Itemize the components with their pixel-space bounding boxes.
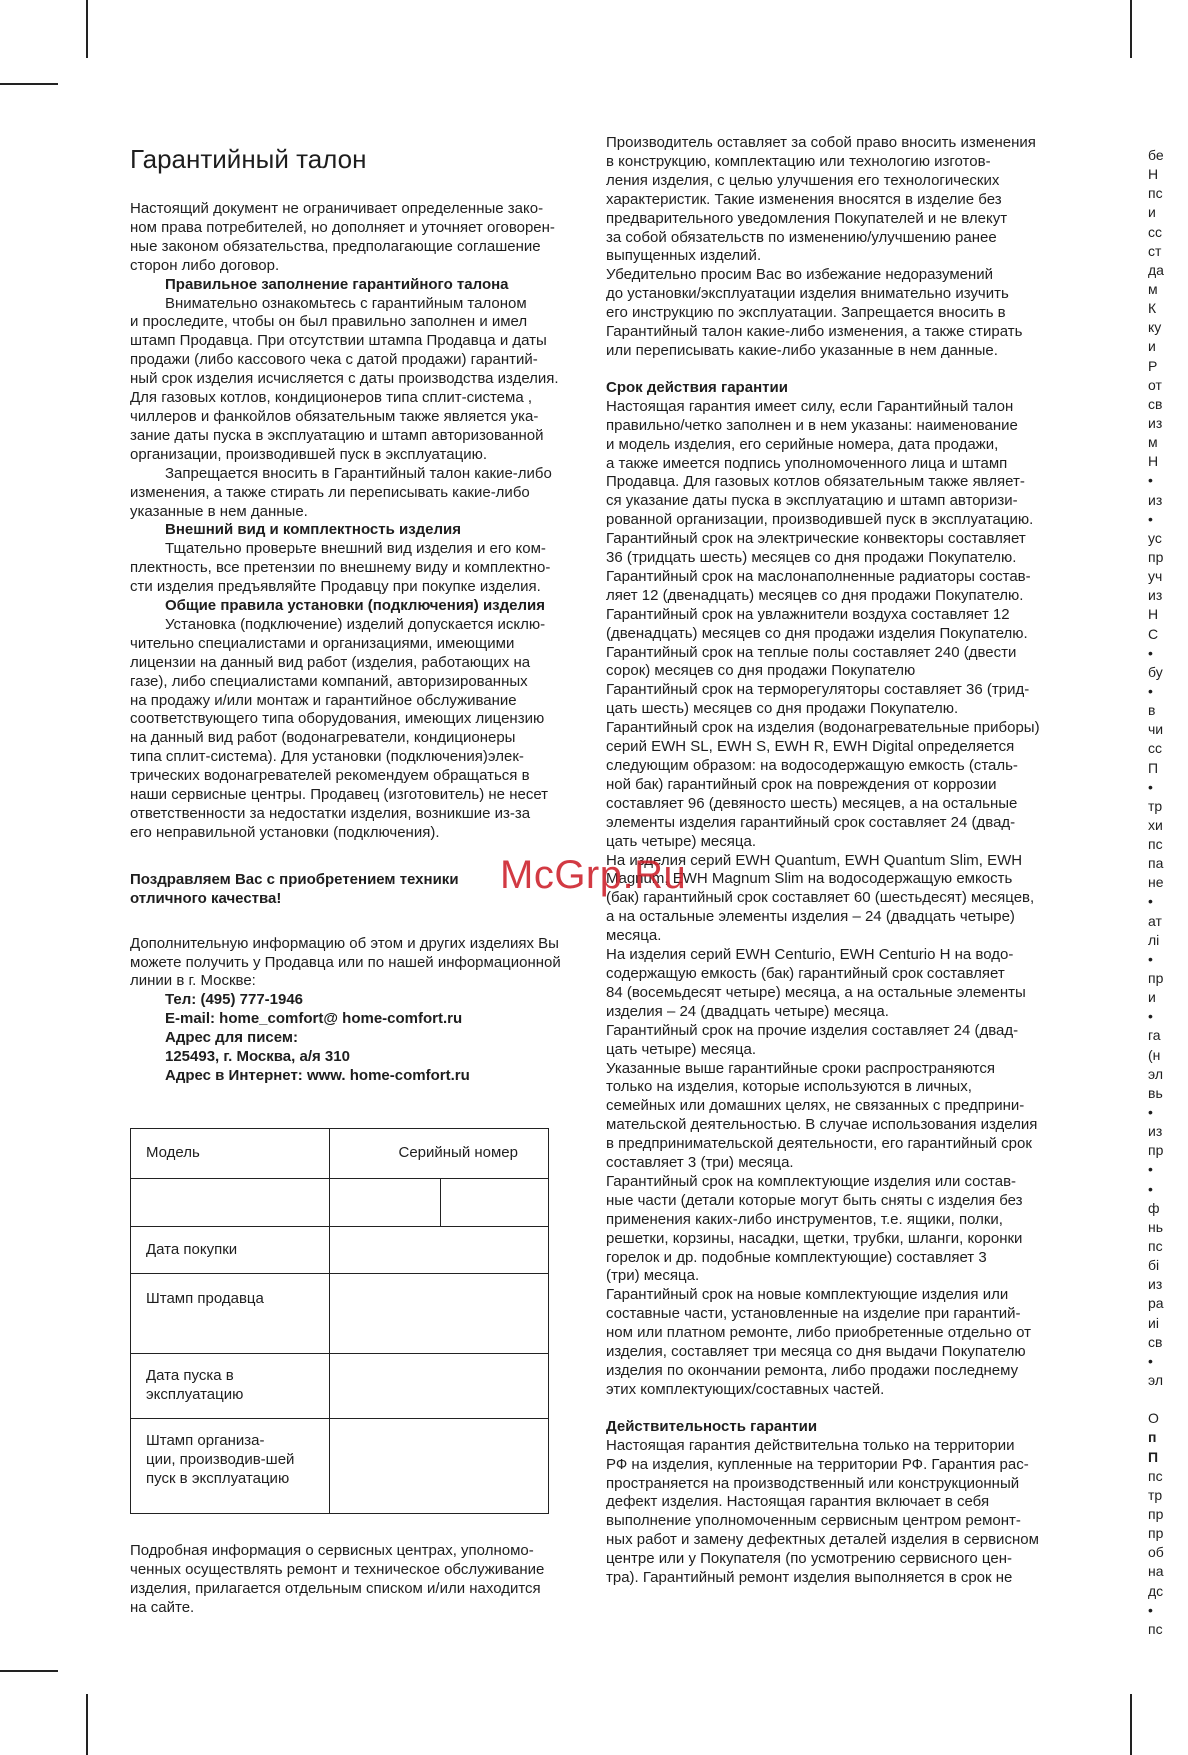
text-line: ченных осуществлять ремонт и техническое обслуживание — [130, 1560, 545, 1578]
text-line: Убедительно просим Вас во избежание недоразумений — [606, 266, 994, 284]
text-line: ные законом обязательства, предполагающие соглашение — [130, 237, 541, 255]
text-line: указанные в нем данные. — [130, 502, 308, 520]
strip-line: пр — [1148, 970, 1164, 987]
text-line: E-mail: home_comfort@ home-comfort.ru — [165, 1010, 463, 1028]
text-line: изделия по окончании ремонта, либо продажи последнему — [606, 1362, 1019, 1379]
section-heading: Действительность гарантии — [606, 1417, 818, 1435]
text-line: решетки, корзины, насадки, щетки, трубки, шланги, коронки — [606, 1229, 1023, 1247]
text-line: На изделия серий EWH Quantum, EWH Quantum Slim, EWH — [606, 851, 1023, 869]
info-paragraph — [130, 935, 588, 992]
text-line: составляет 3 (три) месяца. — [606, 1154, 794, 1172]
text-line: Указанные выше гарантийные сроки распространяются — [606, 1059, 995, 1077]
text-line: а также имеется подпись уполномоченного лица и штамп — [606, 454, 1008, 472]
text-line: ся указание даты пуска в эксплуатацию и штамп авторизи- — [606, 492, 1018, 510]
text-line: организации, производившей пуск в эксплуатацию. — [130, 445, 487, 463]
strip-line: не — [1148, 874, 1164, 891]
strip-line: и — [1148, 204, 1156, 221]
strip-line: чи — [1148, 721, 1164, 738]
text-line: ной бак) гарантийный срок на повреждения от коррозии — [606, 775, 997, 793]
text-line: Подробная информация о сервисных центрах, уполномо- — [130, 1541, 534, 1559]
text-line: 125493, г. Москва, а/я 310 — [165, 1048, 350, 1066]
strip-line: • — [1148, 1601, 1153, 1618]
text-line: Адрес для писем: — [165, 1029, 299, 1047]
strip-line: из — [1148, 1123, 1163, 1140]
text-line: Установка (подключение) изделий допускается исклю- — [165, 615, 546, 633]
model-label: Модель — [131, 1128, 330, 1178]
text-line: серий EWH SL, EWH S, EWH R, EWH Digital определяется — [606, 738, 1015, 756]
strip-line: • — [1148, 1104, 1153, 1121]
strip-line: • — [1148, 778, 1153, 795]
strip-line: • — [1148, 644, 1153, 661]
serial-value-cell-2[interactable] — [441, 1178, 549, 1226]
section-paragraph — [606, 398, 1062, 1400]
text-line: ный срок изделия исчисляется с даты производства изделия. — [130, 370, 559, 388]
text-line: сторон либо договор. — [130, 256, 280, 274]
text-line: ляет 12 (двенадцать) месяцев со дня продажи Покупателю. — [606, 586, 1024, 604]
strip-line: сс — [1148, 223, 1162, 240]
strip-line: пс — [1148, 1238, 1163, 1255]
text-line: Гарантийный срок на изделия (водонагревательные приборы) — [606, 719, 1040, 737]
strip-line: • — [1148, 1180, 1153, 1197]
strip-line: дс — [1148, 1582, 1164, 1599]
watermark: McGrp.Ru — [500, 853, 687, 897]
text-line: Гарантийный срок на терморегуляторы составляет 36 (трид- — [606, 681, 1030, 699]
strip-line: • — [1148, 893, 1153, 910]
org-stamp-cell[interactable] — [330, 1418, 549, 1513]
section-paragraph — [606, 1437, 1062, 1588]
strip-line: нь — [1148, 1218, 1164, 1235]
start-date-cell[interactable] — [330, 1353, 549, 1418]
crop-mark — [1130, 1694, 1132, 1755]
text-line: цать шесть) месяцев со дня продажи Покупателю. — [606, 700, 959, 718]
text-line: тра). Гарантийный ремонт изделия выполняется в срок не — [606, 1569, 1013, 1587]
strip-line: пр — [1148, 1505, 1164, 1522]
strip-line: в — [1148, 702, 1156, 719]
cropped-next-page-column — [1148, 146, 1188, 1639]
strip-line: из — [1148, 587, 1163, 604]
text-line: только на изделия, которые используются в личных, — [606, 1078, 972, 1096]
text-line: Тел: (495) 777-1946 — [165, 991, 304, 1009]
text-line: его инструкцию по эксплуатации. Запрещается вносить в — [606, 304, 1006, 322]
intro-paragraph — [130, 200, 588, 276]
text-line: Гарантийный срок на прочие изделия составляет 24 (двад- — [606, 1021, 1019, 1039]
text-line: лицензии на данный вид работ (изделия, работающих на — [130, 653, 531, 671]
section-paragraph — [130, 540, 588, 597]
text-line: Гарантийный срок на теплые полы составляет 240 (двести — [606, 643, 1017, 661]
strip-line: пс — [1148, 1620, 1163, 1637]
strip-line: ат — [1148, 912, 1162, 929]
strip-line: из — [1148, 491, 1163, 508]
section-paragraph — [130, 465, 588, 522]
text-line: Внимательно ознакомьтесь с гарантийным талоном — [165, 294, 527, 312]
text-line: ном или платном ремонте, либо приобретенные отдельно от — [606, 1324, 1031, 1342]
text-line: в предпринимательской деятельности, его гарантийный срок — [606, 1135, 1032, 1153]
strip-line: хи — [1148, 816, 1163, 833]
text-line: предварительного уведомления Покупателей и не влекут — [606, 209, 1008, 227]
text-line: выпущенных изделий. — [606, 247, 762, 265]
purchase-date-cell[interactable] — [330, 1226, 549, 1273]
text-line: его неправильной установки (подключения). — [130, 823, 440, 841]
strip-line: бу — [1148, 663, 1163, 680]
text-line: семейных или домашних целях, не связанных с предприни- — [606, 1097, 1025, 1115]
strip-line: • — [1148, 510, 1153, 527]
text-line: следующим образом: на водосодержащую емкость (сталь- — [606, 757, 1018, 774]
strip-line: иі — [1148, 1314, 1159, 1331]
text-line: (три) месяца. — [606, 1267, 700, 1285]
strip-line: да — [1148, 261, 1164, 278]
text-line: в конструкцию, комплектацию или технологию изготов- — [606, 152, 991, 170]
strip-line: • — [1148, 1161, 1153, 1178]
strip-line: • — [1148, 472, 1153, 489]
text-line: Гарантийный срок на комплектующие изделия или состав- — [606, 1172, 1017, 1190]
strip-line: га — [1148, 1027, 1161, 1044]
text-line: ответственности за недостатки изделия, возникшие из-за — [130, 805, 531, 822]
strip-line: Р — [1148, 357, 1158, 374]
strip-line: лі — [1148, 931, 1160, 948]
text-line: центре или у Покупателя (по усмотрению сервисного цен- — [606, 1550, 1012, 1568]
crop-mark — [1130, 0, 1132, 58]
strip-line: св — [1148, 1333, 1163, 1350]
strip-line: об — [1148, 1544, 1164, 1561]
text-line: Гарантийный срок на увлажнители воздуха составляет 12 — [606, 605, 1010, 623]
strip-line: пс — [1148, 836, 1163, 853]
strip-line: П — [1148, 759, 1159, 776]
strip-line: на — [1148, 1563, 1164, 1580]
text-line: сти изделия предъявляйте Продавцу при покупке изделия. — [130, 578, 541, 596]
section-heading: Срок действия гарантии — [606, 378, 788, 396]
text-line: на продажу и/или монтаж и гарантийное обслуживание — [130, 691, 517, 709]
text-line: на данный вид работ (водонагреватели, кондиционеры — [130, 729, 516, 747]
text-line: На изделия серий EWH Centurio, EWH Centurio H на водо- — [606, 946, 1014, 964]
text-line: горелок и др. подобные комплектующие) составляет 3 — [606, 1248, 987, 1266]
text-line: до установки/эксплуатации изделия внимательно изучить — [606, 285, 1009, 303]
text-line: за собой обязательств по изменению/улучшению ранее — [606, 228, 997, 246]
text-line: Для газовых котлов, кондиционеров типа сплит-система , — [130, 389, 532, 407]
strip-line: пс — [1148, 1467, 1163, 1484]
strip-line: • — [1148, 950, 1153, 967]
text-line: газе), либо специалистами компаний, авторизированных — [130, 672, 528, 690]
text-line: цать четыре) месяца. — [606, 1040, 756, 1058]
crop-mark — [0, 83, 58, 85]
contact-block — [130, 991, 588, 1086]
text-line: и проследите, чтобы он был правильно заполнен и имел — [130, 313, 528, 331]
strip-line: Н — [1148, 606, 1159, 623]
text-line: этих комплектующих/составных частей. — [606, 1380, 885, 1398]
text-line: штамп Продавца. При отсутствии штампа Продавца и даты — [130, 332, 547, 350]
text-line: Magnum, EWH Magnum Slim на водосодержащую емкость — [606, 870, 1013, 888]
strip-line: тр — [1148, 1486, 1163, 1503]
crop-mark — [86, 0, 88, 58]
strip-line: пр — [1148, 1142, 1164, 1159]
strip-line: бе — [1148, 147, 1164, 163]
text-line: ных работ и замену дефектных деталей изделия в сервисном — [606, 1531, 1039, 1549]
strip-line: уч — [1148, 568, 1163, 585]
page-title: Гарантийный талон — [130, 144, 367, 174]
text-line: Запрещается вносить в Гарантийный талон какие-либо — [165, 464, 552, 482]
strip-line: тр — [1148, 797, 1163, 814]
text-line: 36 (тридцать шесть) месяцев со дня продажи Покупателю. — [606, 549, 1017, 567]
strip-line: вь — [1148, 1084, 1163, 1101]
text-line: зание даты пуска в эксплуатацию и штамп авторизованной — [130, 426, 544, 444]
text-line: характеристик. Такие изменения вносятся в изделие без — [606, 190, 1002, 208]
text-line: и модель изделия, его серийные номера, дата продажи, — [606, 435, 999, 453]
text-line: чительно специалистами и организациями, имеющими — [130, 634, 515, 652]
strip-line: пр — [1148, 1525, 1164, 1542]
text-line: рованной организации, производившей пуск в эксплуатацию. — [606, 511, 1034, 529]
strip-line: и — [1148, 989, 1156, 1006]
section-heading: Внешний вид и комплектность изделия — [165, 521, 462, 539]
text-line: месяца. — [606, 927, 662, 945]
text-line: (бак) гарантийный срок составляет 60 (шестьдесят) месяцев, — [606, 889, 1035, 907]
strip-line: • — [1148, 1008, 1153, 1025]
text-line: отличного качества! — [130, 889, 282, 907]
text-line: Настоящая гарантия действительна только на территории — [606, 1436, 1015, 1454]
strip-line — [1148, 1390, 1188, 1409]
strip-line: бі — [1148, 1257, 1160, 1274]
text-line: Гарантийный срок на маслонаполненные радиаторы состав- — [606, 567, 1031, 585]
text-line: ления изделия, с целью улучшения его технологических — [606, 171, 1000, 189]
strip-line: • — [1148, 1352, 1153, 1369]
start-date-label: Дата пуска в эксплуатацию — [131, 1353, 330, 1418]
text-line: (двенадцать) месяцев со дня продажи изделия Покупателю. — [606, 624, 1028, 642]
text-line: выполнение уполномоченным сервисным центром ремонт- — [606, 1512, 1021, 1530]
strip-line: сс — [1148, 740, 1162, 757]
section-paragraph — [130, 616, 588, 843]
text-line: Гарантийный талон какие-либо изменения, а также стирать — [606, 323, 1023, 341]
purchase-date-label: Дата покупки — [131, 1226, 330, 1273]
strip-line: Н — [1148, 453, 1159, 470]
section-heading: Общие правила установки (подключения) изделия — [165, 597, 545, 615]
text-line: трических водонагревателей рекомендуем обращаться в — [130, 767, 530, 785]
org-stamp-label: Штамп организа- ции, производив-шей пуск в эксплуатацию — [131, 1418, 330, 1513]
text-line: наши сервисные центры. Продавец (изготовитель) не несет — [130, 786, 549, 804]
text-line: Тщательно проверьте внешний вид изделия и его ком- — [165, 540, 546, 558]
text-line: а на остальные элементы изделия – 24 (двадцать четыре) — [606, 908, 1015, 926]
text-line: пространяется на производственный или конструкционный — [606, 1474, 1020, 1492]
strip-line: ку — [1148, 319, 1162, 336]
text-line: применения каких-либо инструментов, т.е. ящики, полки, — [606, 1210, 1003, 1228]
text-line: Гарантийный срок на электрические конвекторы составляет — [606, 530, 1026, 548]
footer-paragraph — [130, 1542, 588, 1618]
strip-line: О — [1148, 1410, 1159, 1427]
section-paragraph — [606, 266, 1062, 361]
text-line: ном права потребителей, но дополняет и уточняет оговорен- — [130, 218, 555, 236]
strip-line: эл — [1148, 1065, 1164, 1082]
strip-line: пс — [1148, 185, 1163, 202]
text-line: можете получить у Продавца или по нашей информационной — [130, 953, 561, 971]
text-line: ные части (детали которые могут быть сняты с изделия без — [606, 1191, 1023, 1209]
strip-line: па — [1148, 855, 1164, 872]
text-line: Производитель оставляет за собой право вносить изменения — [606, 134, 1036, 151]
strip-line: Н — [1148, 166, 1159, 183]
text-line: сорок) месяцев со дня продажи Покупателю — [606, 662, 916, 680]
text-line: правильно/четко заполнен и в нем указаны: наименование — [606, 416, 1018, 434]
section-heading: Правильное заполнение гарантийного талона — [165, 275, 509, 293]
strip-line: ст — [1148, 242, 1162, 259]
text-line: дефект изделия. Настоящая гарантия включает в себя — [606, 1493, 990, 1511]
crop-mark — [86, 1694, 88, 1755]
text-line: Гарантийный срок на новые комплектующие изделия или — [606, 1286, 1009, 1304]
strip-line: • — [1148, 682, 1153, 699]
strip-line: м — [1148, 280, 1158, 297]
text-line: содержащую емкость (бак) гарантийный срок составляет — [606, 964, 1005, 982]
section-paragraph — [606, 134, 1062, 266]
text-line: изделия, прилагается отдельным списком и/или находится — [130, 1579, 541, 1597]
text-line: плектность, все претензии по внешнему виду и комплектно- — [130, 559, 551, 577]
text-line: изменения, а также стирать ли переписывать какие-либо — [130, 483, 530, 501]
strip-line: (н — [1148, 1046, 1161, 1063]
serial-value-cell[interactable] — [330, 1178, 441, 1226]
serial-label: Серийный номер — [330, 1128, 549, 1178]
model-value-cell[interactable] — [131, 1178, 330, 1226]
strip-line: и — [1148, 338, 1156, 355]
strip-line: от — [1148, 376, 1162, 393]
text-line: составляет 96 (девяносто шесть) месяцев, а на остальные — [606, 794, 1018, 812]
strip-line: п — [1148, 1429, 1157, 1446]
warranty-card-table — [130, 1128, 549, 1514]
strip-line: П — [1148, 1448, 1159, 1465]
text-line: соответствующего типа оборудования, имеющих лицензию — [130, 710, 545, 728]
text-line: продажи (либо кассового чека с датой продажи) гарантий- — [130, 351, 538, 369]
text-line: Поздравляем Вас с приобретением техники — [130, 870, 459, 888]
seller-stamp-label: Штамп продавца — [131, 1273, 330, 1353]
text-line: на сайте. — [130, 1598, 195, 1616]
text-line: составные части, установленные на изделие при гарантий- — [606, 1305, 1021, 1323]
strip-line: ра — [1148, 1295, 1164, 1312]
strip-line: ф — [1148, 1199, 1160, 1216]
text-line: Настоящий документ не ограничивает определенные зако- — [130, 200, 544, 217]
strip-line: св — [1148, 395, 1163, 412]
text-line: Продавца. Для газовых котлов обязательным также являет- — [606, 473, 1025, 491]
section-paragraph — [130, 295, 588, 465]
strip-line: пр — [1148, 548, 1164, 565]
text-line: Дополнительную информацию об этом и других изделиях Вы — [130, 934, 559, 952]
text-line: изделия, составляет три месяца со дня выдачи Покупателю — [606, 1343, 1026, 1361]
text-line: 84 (восемьдесят четыре) месяца, а на остальные элементы — [606, 983, 1026, 1001]
text-line: Адрес в Интернет: www. home-comfort.ru — [165, 1066, 470, 1084]
strip-line: из — [1148, 414, 1163, 431]
strip-line: м — [1148, 434, 1158, 451]
text-line: мательской деятельностью. В случае использования изделия — [606, 1116, 1038, 1134]
text-line: изделия – 24 (двадцать четыре) месяца. — [606, 1002, 889, 1020]
text-line: линии в г. Москве: — [130, 972, 256, 990]
strip-line: С — [1148, 625, 1159, 642]
text-line: Настоящая гарантия имеет силу, если Гарантийный талон — [606, 397, 1014, 415]
text-line: или переписывать какие-либо указанные в нем данные. — [606, 341, 998, 359]
strip-line: из — [1148, 1276, 1163, 1293]
strip-line: эл — [1148, 1372, 1164, 1388]
strip-line: ус — [1148, 529, 1162, 546]
text-line: элементы изделия гарантийный срок составляет 24 (двад- — [606, 813, 1016, 831]
text-line: типа сплит-система). Для установки (подключения)элек- — [130, 748, 524, 766]
seller-stamp-cell[interactable] — [330, 1273, 549, 1353]
text-line: РФ на изделия, купленные на территории РФ. Гарантия рас- — [606, 1455, 1029, 1473]
strip-line: К — [1148, 300, 1157, 317]
text-line: цать четыре) месяца. — [606, 832, 756, 850]
crop-mark — [0, 1670, 58, 1672]
text-line: чиллеров и фанкойлов обязательным также является ука- — [130, 407, 539, 425]
